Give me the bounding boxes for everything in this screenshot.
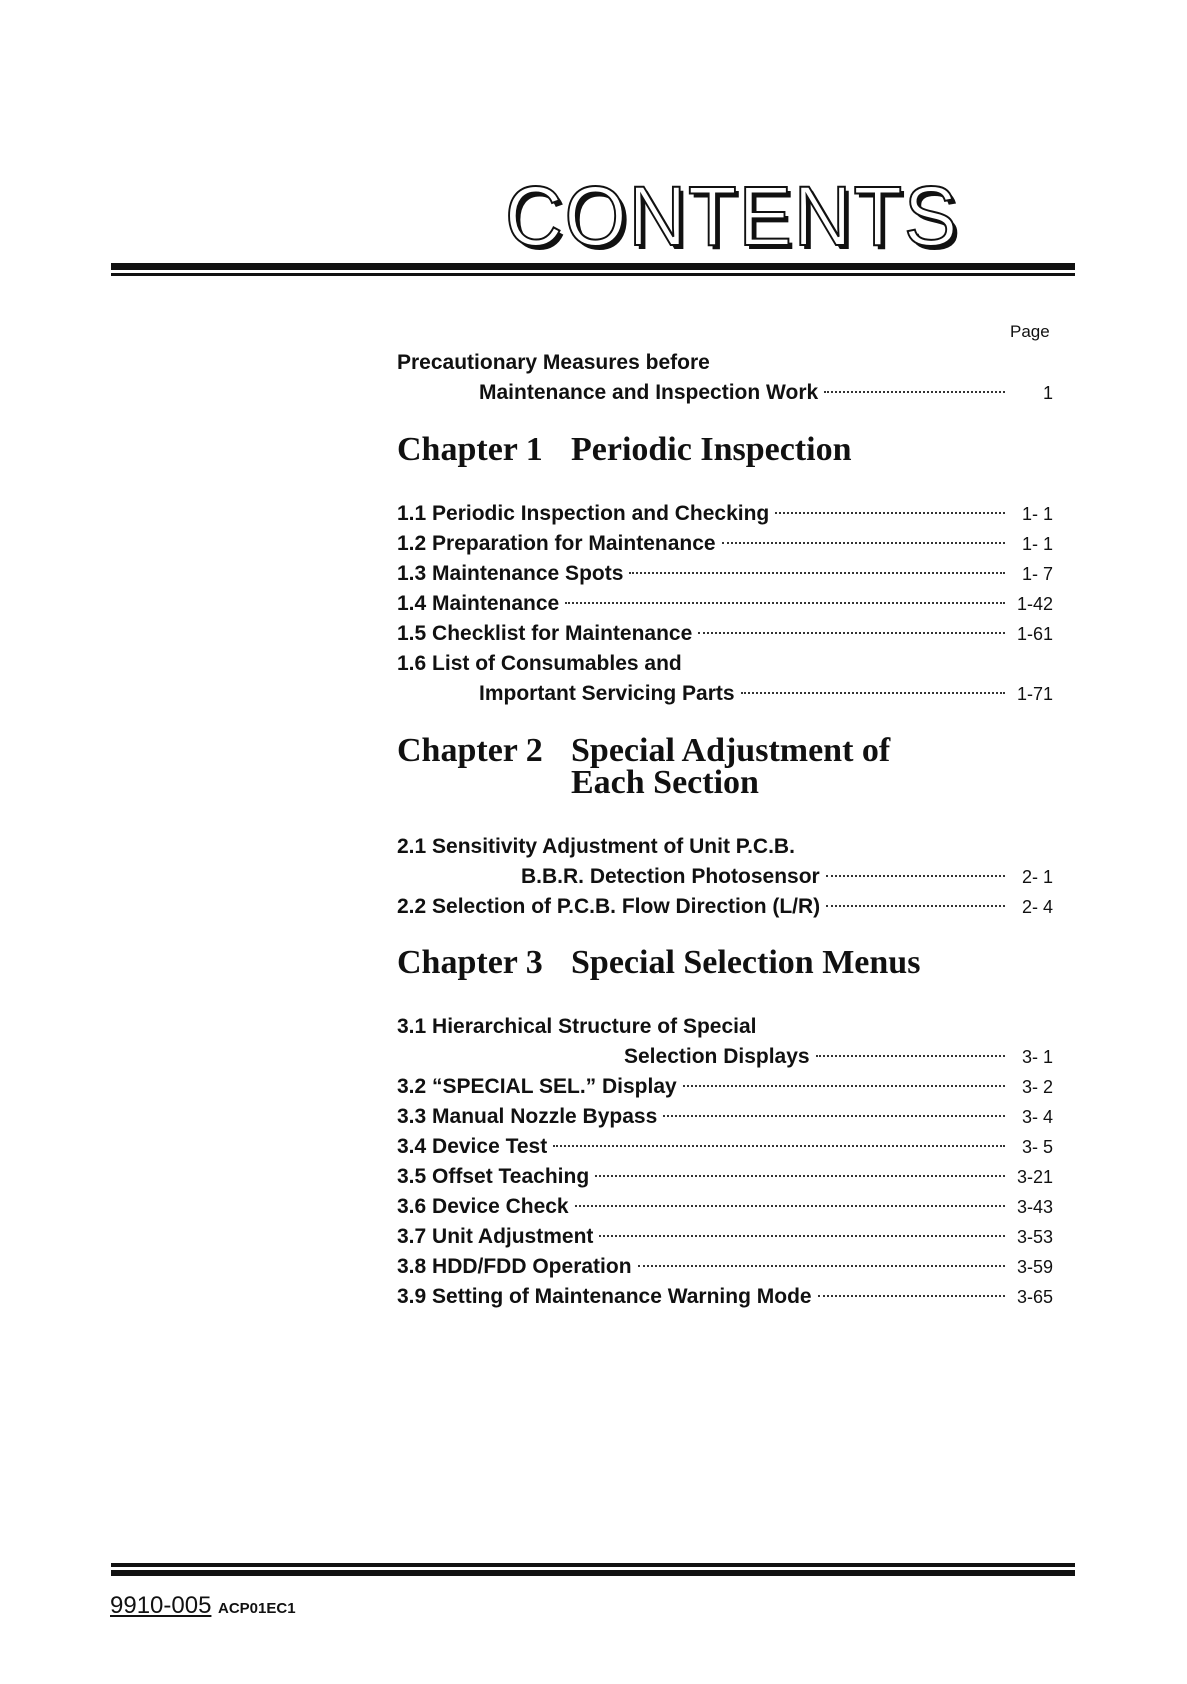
toc-entry[interactable] bbox=[397, 1283, 1053, 1311]
dot-leader bbox=[816, 1055, 1005, 1057]
page-number: 3- 4 bbox=[1021, 1107, 1053, 1127]
entry-text: 1.1 Periodic Inspection and Checking bbox=[397, 502, 770, 525]
toc-entry[interactable] bbox=[397, 1253, 1053, 1281]
page-number: 3- 1 bbox=[1021, 1047, 1053, 1067]
document-number: 9910-005 bbox=[110, 1592, 212, 1619]
page-number: 3-43 bbox=[1016, 1197, 1053, 1217]
toc-entry[interactable] bbox=[397, 1013, 1053, 1041]
entry-text: 3.5 Offset Teaching bbox=[397, 1165, 590, 1188]
chapter-title bbox=[571, 732, 891, 801]
dot-leader bbox=[683, 1085, 1005, 1087]
page-number: 1-71 bbox=[1016, 684, 1053, 704]
toc-entry[interactable] bbox=[397, 530, 1053, 558]
toc-entry[interactable] bbox=[397, 1073, 1053, 1101]
entry-text: 2.2 Selection of P.C.B. Flow Direction (L/R) bbox=[397, 895, 821, 918]
entry-text: Precautionary Measures before bbox=[397, 351, 710, 374]
entry-text: 1.6 List of Consumables and bbox=[397, 652, 682, 675]
chapter-title-line: Special Adjustment of bbox=[571, 732, 891, 769]
dot-leader bbox=[741, 692, 1005, 694]
entry-text: B.B.R. Detection Photosensor bbox=[521, 865, 820, 888]
entry-text: 1.2 Preparation for Maintenance bbox=[397, 532, 716, 555]
entry-text: 1.5 Checklist for Maintenance bbox=[397, 622, 693, 645]
page-number: 3-65 bbox=[1016, 1287, 1053, 1307]
toc-entry[interactable] bbox=[397, 1193, 1053, 1221]
page-number: 1- 1 bbox=[1021, 534, 1053, 554]
chapter-heading bbox=[397, 732, 891, 801]
toc-entry[interactable] bbox=[397, 833, 1053, 861]
toc-entry[interactable] bbox=[397, 1103, 1053, 1131]
entry-text: 3.8 HDD/FDD Operation bbox=[397, 1255, 632, 1278]
dot-leader bbox=[663, 1115, 1005, 1117]
chapter-title: Periodic Inspection bbox=[571, 431, 852, 468]
entry-text: Maintenance and Inspection Work bbox=[479, 381, 819, 404]
bottom-rule-thin bbox=[111, 1563, 1075, 1567]
page-number: 1-61 bbox=[1016, 624, 1053, 644]
dot-leader bbox=[638, 1265, 1005, 1267]
page-number: 1 bbox=[1042, 383, 1053, 403]
bottom-rule-thick bbox=[111, 1570, 1075, 1576]
entry-text: 3.3 Manual Nozzle Bypass bbox=[397, 1105, 658, 1128]
page-number: 3-59 bbox=[1016, 1257, 1053, 1277]
entry-text: 3.2 “SPECIAL SEL.” Display bbox=[397, 1075, 677, 1098]
contents-title: CONTENTS bbox=[505, 169, 960, 263]
dot-leader bbox=[629, 572, 1005, 574]
top-rule-thin bbox=[111, 273, 1075, 276]
toc-entry[interactable] bbox=[397, 1223, 1053, 1251]
toc-entry[interactable] bbox=[397, 590, 1053, 618]
entry-text: 3.9 Setting of Maintenance Warning Mode bbox=[397, 1285, 812, 1308]
page-number: 3-53 bbox=[1016, 1227, 1053, 1247]
chapter-heading bbox=[397, 944, 921, 981]
toc-entry[interactable] bbox=[397, 1163, 1053, 1191]
dot-leader bbox=[775, 512, 1005, 514]
toc-entry[interactable] bbox=[397, 620, 1053, 648]
chapter-number: Chapter 2 bbox=[397, 732, 543, 769]
page-number: 2- 4 bbox=[1021, 897, 1053, 917]
page-number: 3-21 bbox=[1016, 1167, 1053, 1187]
entry-text: 3.7 Unit Adjustment bbox=[397, 1225, 594, 1248]
page-number: 1- 1 bbox=[1021, 504, 1053, 524]
chapter-number: Chapter 3 bbox=[397, 944, 543, 981]
dot-leader bbox=[575, 1205, 1005, 1207]
page-number: 1- 7 bbox=[1021, 564, 1053, 584]
chapter-title-line: Each Section bbox=[571, 764, 759, 801]
page-column-header: Page bbox=[1010, 322, 1050, 341]
toc-entry[interactable] bbox=[397, 1043, 1053, 1071]
page-number: 3- 5 bbox=[1021, 1137, 1053, 1157]
dot-leader bbox=[595, 1175, 1005, 1177]
entry-text: Selection Displays bbox=[624, 1045, 810, 1068]
entry-text: 3.4 Device Test bbox=[397, 1135, 548, 1158]
page-number: 2- 1 bbox=[1021, 867, 1053, 887]
page-number: 1-42 bbox=[1016, 594, 1053, 614]
toc-entry[interactable] bbox=[397, 1133, 1053, 1161]
entry-text: Important Servicing Parts bbox=[479, 682, 735, 705]
entry-text: 3.1 Hierarchical Structure of Special bbox=[397, 1015, 757, 1038]
dot-leader bbox=[826, 875, 1005, 877]
toc-entry[interactable] bbox=[397, 379, 1053, 407]
dot-leader bbox=[818, 1295, 1005, 1297]
toc-entry[interactable] bbox=[397, 349, 1053, 377]
toc-entry[interactable] bbox=[397, 680, 1053, 708]
dot-leader bbox=[565, 602, 1005, 604]
document-code: ACP01EC1 bbox=[218, 1600, 296, 1617]
chapter-title: Special Selection Menus bbox=[571, 944, 921, 981]
toc-entry[interactable] bbox=[397, 500, 1053, 528]
toc-entry[interactable] bbox=[397, 893, 1053, 921]
entry-text: 1.4 Maintenance bbox=[397, 592, 560, 615]
top-rule-thick bbox=[111, 263, 1075, 270]
entry-text: 3.6 Device Check bbox=[397, 1195, 569, 1218]
chapter-number: Chapter 1 bbox=[397, 431, 543, 468]
page-number: 3- 2 bbox=[1021, 1077, 1053, 1097]
toc-entry[interactable] bbox=[397, 560, 1053, 588]
dot-leader bbox=[698, 632, 1005, 634]
dot-leader bbox=[599, 1235, 1005, 1237]
entry-text: 1.3 Maintenance Spots bbox=[397, 562, 624, 585]
entry-text: 2.1 Sensitivity Adjustment of Unit P.C.B. bbox=[397, 835, 795, 858]
dot-leader bbox=[824, 391, 1005, 393]
dot-leader bbox=[553, 1145, 1005, 1147]
toc-entry[interactable] bbox=[397, 650, 1053, 678]
dot-leader bbox=[826, 905, 1005, 907]
dot-leader bbox=[722, 542, 1005, 544]
chapter-heading bbox=[397, 431, 852, 468]
toc-entry[interactable] bbox=[397, 863, 1053, 891]
